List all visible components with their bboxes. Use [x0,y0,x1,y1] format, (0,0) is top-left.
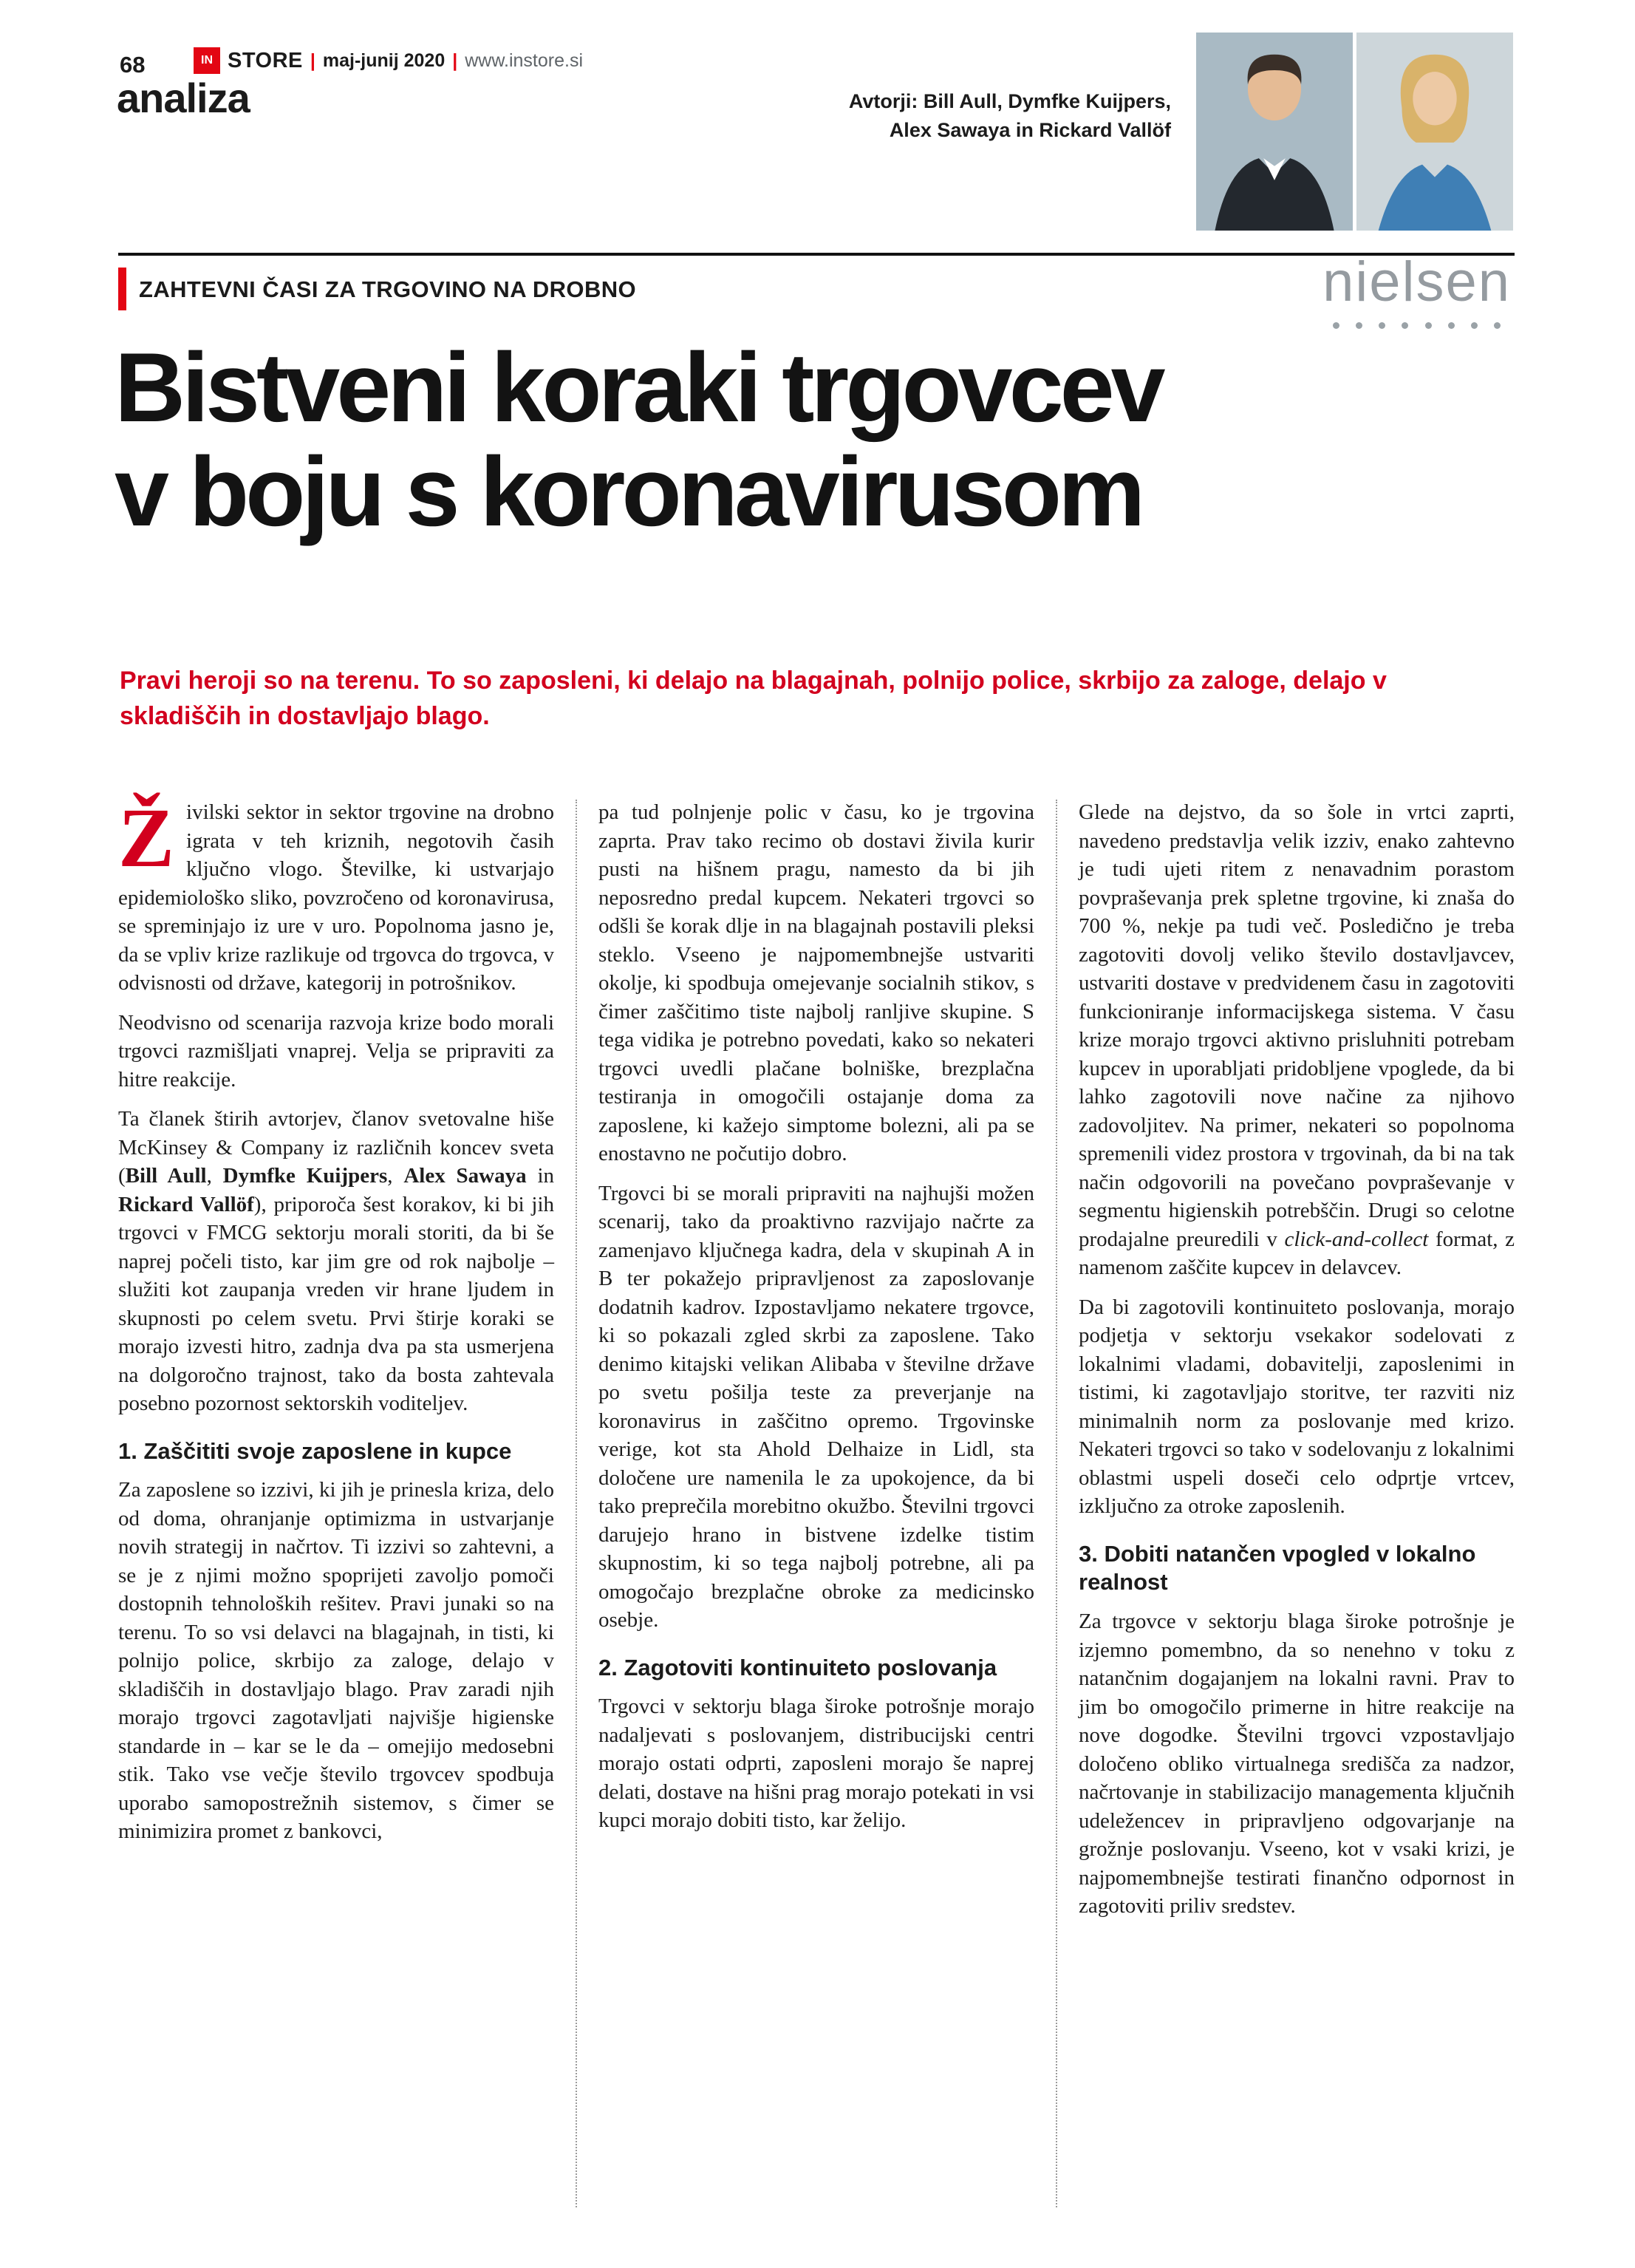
section-heading: 3. Dobiti natančen vpogled v lokalno realnost [1079,1540,1476,1596]
authors-credit [849,87,1171,145]
title-line-2: v boju s koronavirusom [115,437,1142,547]
article-column-1 [118,791,554,1932]
masthead-separator: | [310,50,315,71]
masthead [194,47,583,74]
kicker: ZAHTEVNI ČASI ZA TRGOVINO NA DROBNO [139,276,637,302]
nielsen-dot [1402,322,1408,329]
nielsen-wordmark: nielsen [1322,251,1511,313]
text-segment: ), priporoča šest korakov, ki bi jih trgovci v FMCG sektorju morali storiti, da bi še naprej počeli tisto, kar jim gre od rok najbolje – služiti kot zaupanja vreden vir hrane ljudem in skupnosti po celem svetu. Prvi štirje koraki se morajo izvesti hitro, zadnja dva pa sta usmerjena na dolgoročno trajnost, tako da bosta zahtevala posebno pozornost sektorskih voditeljev. [118,1192,554,1415]
masthead-issue: maj-junij 2020 [322,50,446,71]
header-rule [118,253,1515,256]
article-column-2 [598,798,1034,1932]
article-title [115,333,1162,547]
paragraph [118,1105,554,1418]
nielsen-dot [1494,322,1501,329]
section-heading: 2. Zagotoviti kontinuiteto poslovanja [598,1654,997,1680]
text-segment: Alex Sawaya [403,1164,527,1188]
masthead-separator: | [452,50,458,71]
kicker-accent-bar [118,268,126,310]
text-segment: Rickard Vallöf [118,1192,254,1216]
text-segment: in [526,1164,554,1188]
author-photo-2 [1356,33,1513,231]
paragraph: Trgovci v sektorju blaga široke potrošnje morajo nadaljevati s poslovanjem, distribucijski centri morajo ostati odprti, zaposleni morajo še naprej delati, dostave na hišni prag morajo potekati in vsi kupci morajo dobiti tisto, kar želijo. [598,1695,1034,1833]
nielsen-dot [1425,322,1432,329]
article-lead: Pravi heroji so na terenu. To so zaposleni, ki delajo na blagajnah, polnijo police, skrbijo za zaloge, delajo v skladiščih in dostavljajo blago. [120,667,1387,730]
nielsen-dot [1379,322,1385,329]
masthead-brand: STORE [228,48,303,72]
paragraph: Neodvisno od scenarija razvoja krize bodo morali trgovci razmišljati vnaprej. Velja se pripraviti za hitre reakcije. [118,1010,554,1092]
authors-line-2: Alex Sawaya in Rickard Vallöf [889,119,1171,142]
text-segment: format, z namenom zaščite kupcev in delavcev. [1079,1227,1515,1279]
author-photos [1196,33,1513,231]
paragraph: Za trgovce v sektorju blaga široke potrošnje je izjemno pomembno, da so nenehno v toku z natančnim dogajanjem na lokalni ravni. Prav to jim bo omogočilo primerne in hitre reakcije na nove dogodke. Številni trgovci vzpostavljajo določeno obliko virtualnega središča za nadzor, načrtovanje in stabilizacijo managementa ključnih udeležencev in pripravljeno odgovarjanje na grožnje poslovanju. Vseeno, kot v vsaki krizi, je najpomembnejše testirati finančno odpornost in zagotoviti priliv sredstev. [1079,1610,1515,1918]
page-number: 68 [120,52,146,78]
text-segment: Bill Aull [125,1164,207,1188]
paragraph-text: ivilski sektor in sektor trgovine na drobno igrata v teh kriznih, negotovih časih ključno vlogo. Številke, ki ustvarjajo epidemiološko sliko, povzročeno od koronavirusa, se spreminjajo iz ure v uro. Popolnoma jasno je, da se vpliv krize razlikuje od trgovca do trgovca, v odvisnosti od države, kategorij in potrošnikov. [118,800,554,995]
paragraph: Trgovci bi se morali pripraviti na najhujši možen scenarij, tako da proaktivno razvijajo načrte za zamenjavo ključnega kadra, dela v skupinah A in B ter pokažejo pripravljenost za zaposlovanje dodatnih kadrov. Izpostavljamo nekatere trgovce, ki so pokazali zgled skrbi za zaposlene. Tako denimo kitajski velikan Alibaba v številne države po svetu pošilja teste za preverjanje na koronavirus in zaščitno opremo. Trgovinske verige, kot sta Ahold Delhaize in Lidl, sta določene ure namenila le za upokojence, da bi tako preprečila morebitno okužbo. Številni trgovci darujejo hrano in bistvene izdelke tistim skupnostim, ki so tega najbolj potrebne, ali pa omogočajo brezplačne obroke za medicinsko osebje. [598,1181,1034,1632]
text-segment: Dymfke Kuijpers [222,1164,388,1188]
section-label: analiza [117,75,250,121]
article-column-3 [1079,798,1515,1932]
paragraph: Da bi zagotovili kontinuiteto poslovanja, morajo podjetja v sektorju vsekakor sodelovati z lokalnimi vladami, dobavitelji, zaposlenimi in tistimi, ki zagotavljajo storitve, ter razviti niz minimalnih norm za poslovanje med krizo. Nekateri trgovci so tako v sodelovanju z lokalnimi oblastmi uspeli doseči celo odprtje vrtcev, izključno za otroke zaposlenih. [1079,1295,1515,1518]
authors-line-1: Avtorji: Bill Aull, Dymfke Kuijpers, [848,90,1171,112]
nielsen-dot [1333,322,1339,329]
title-line-1: Bistveni koraki trgovcev [115,333,1162,443]
drop-cap: Ž [118,791,175,885]
website-link[interactable]: www.instore.si [465,50,584,71]
section-heading: 1. Zaščititi svoje zaposlene in kupce [118,1437,512,1464]
female-portrait-placeholder [1356,33,1513,231]
paragraph-with-dropcap [118,791,554,998]
male-portrait-placeholder [1196,33,1353,231]
nielsen-logo [1322,251,1511,329]
paragraph: Za zaposlene so izzivi, ki jih je prinesla kriza, delo od doma, ohranjanje optimizma in ustvarjanje novih strategij in načrtov. Ti izzivi so zahtevni, a se je z njimi možno spoprijeti zavoljo pomoči dostopnih tehnoloških rešitev. Pravi junaki so na terenu. To so vsi delavci na blagajnah, in tisti, ki polnijo police, skrbijo za zaloge, delajo v skladiščih in dostavljajo blago. Prav zaradi njih morajo trgovci zagotavljati najvišje higienske standarde in – kar se le da – omejijo medosebni stik. Tako vse večje število trgovcev spodbuja uporabo samopostrežnih sistemov, s čimer se minimizira promet z bankovci, [118,1478,554,1844]
text-segment: Glede na dejstvo, da so šole in vrtci zaprti, navedeno predstavlja velik izziv, enako zahtevno je tudi ujeti ritem z nenavadnim porastom povpraševanja prek spletne trgovine, ki znaša do 700 %, nekje pa tudi več. Posledično je treba zagotoviti dovolj veliko število dostavljavcev, ustvariti dostave v predvidenem času in zagotoviti funkcioniranje informacijskega sistema. V času krize morajo trgovci aktivno prisluhniti potrebam kupcev in uporabljati pridobljene vpoglede, da bi lahko zagotovili nove načine za njihovo zadovoljitev. Na primer, nekateri so popolnoma spremenili videz prostora v trgovinah, da bi na tak način odgovorili na povečano povpraševanje v segmentu higienskih potrebščin. Drugi so celotne prodajalne preuredili v [1079,800,1515,1251]
nielsen-dot [1356,322,1362,329]
nielsen-dot [1448,322,1455,329]
paragraph: pa tud polnjenje polic v času, ko je trgovina zaprta. Prav tako recimo ob dostavi živila kurir pusti na hišnem pragu, namesto da bi jih neposredno predal kupcem. Nekateri trgovci so odšli še korak dlje in na blagajnah postavili pleksi steklo. Vseeno je najpomembnejše ustvariti okolje, ki spodbuja omejevanje socialnih stikov, s čimer zaščitimo tiste najbolj ranljive skupine. S tega vidika je potrebno povedati, kako so nekateri trgovci uvedli plačane bolniške, brezplačna testiranja in omogočili ostajanje doma za zaposlene, ki kažejo simptome bolezni, ali pa se enostavno ne počutijo dobro. [598,800,1034,1165]
nielsen-dot [1471,322,1478,329]
nielsen-dots [1322,322,1511,329]
text-segment: , [206,1164,223,1188]
paragraph [1079,798,1515,1282]
text-segment: , [387,1164,404,1188]
instore-logo: IN [194,47,220,74]
article-body [118,791,1515,1932]
text-segment: Ta članek štirih avtorjev, članov svetovalne hiše McKinsey & Company iz različnih koncev sveta ( [118,1107,554,1188]
author-photo-1 [1196,33,1353,231]
text-segment: click-and-collect [1284,1227,1429,1251]
